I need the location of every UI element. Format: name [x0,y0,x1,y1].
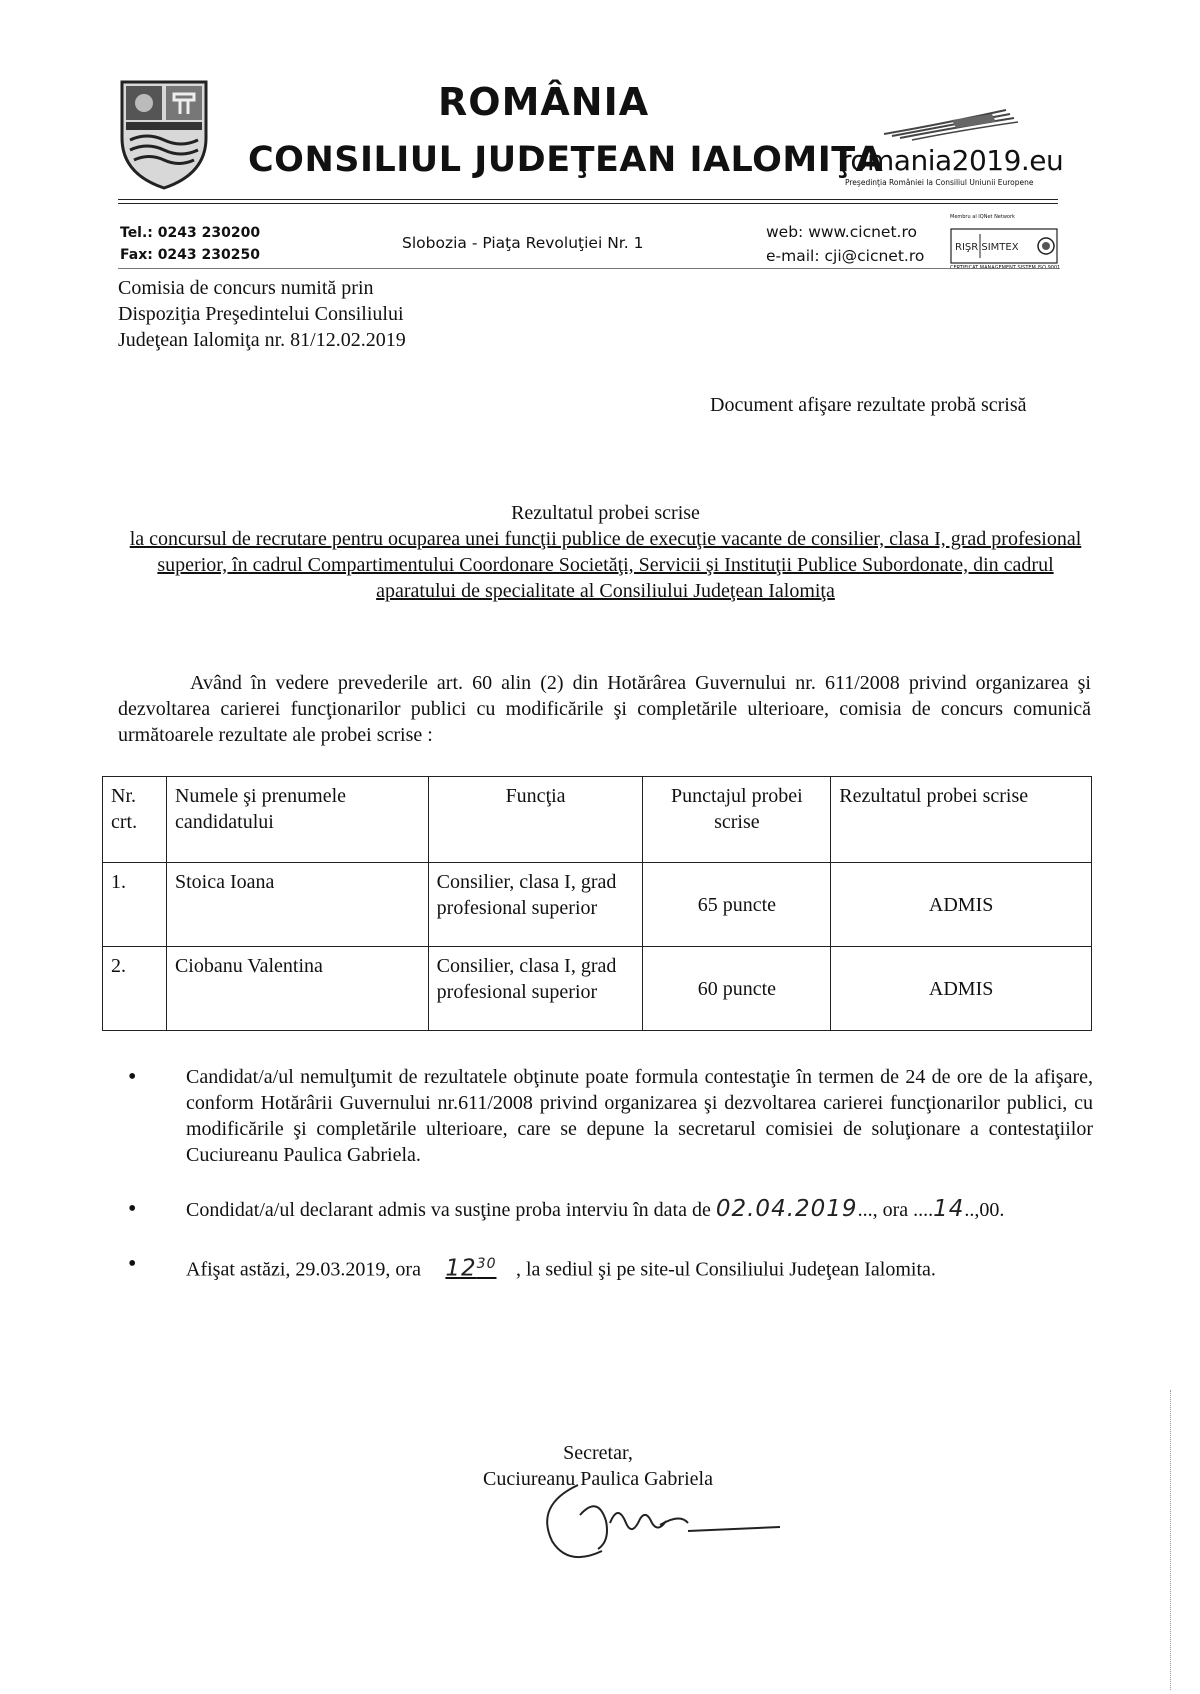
document-type: Document afişare rezultate probă scrisă [710,394,1027,416]
row-nr: 1. [103,863,167,947]
cert-logo-text: RIŞR SIMTEX [955,242,1019,253]
address: Slobozia - Piaţa Revoluţiei Nr. 1 [402,234,644,252]
row-result: ADMIS [831,947,1092,1031]
website: web: www.cicnet.ro [766,223,917,241]
posted-suffix: , la sediul şi pe site-ul Consiliului Judeţean Ialomita. [515,1258,936,1281]
competition-description: la concursul de recrutare pentru ocuparea unei funcţii publice de execuţie vacante de consilier, clasa I, grad profesional superior, în cadrul Compartimentului Coordonare Societăţi, Servicii şi Instituţii Publice Subordonate, din cadrul aparatului de specialitate al Consiliului Judeţean Ialomiţa [129,528,1082,602]
table-row [103,947,1092,1031]
secretary-name: Cuciureanu Paulica Gabriela [483,1468,713,1490]
note-contestation-text: Candidat/a/ul nemulţumit de rezultatele obţinute poate formula contestaţie în termen de 24 de ore de la afişare, conform Hotărârii Guvernului nr.611/2008 privind organizarea şi dezvoltarea carierei funcţionarilor publici, cu modificările şi completările ulterioare, care se depune la secretarul comisiei de soluţionare a contestaţiilor Cuciureanu Paulica Gabriela. [186,1066,1093,1166]
posted-prefix: Afişat astăzi, 29.03.2019, ora [186,1258,421,1281]
scan-margin-artifact [1170,1390,1173,1690]
header-name: Numele şi prenumele candidatului [166,777,428,863]
commission-line-1: Comisia de concurs numită prin [118,277,374,299]
secretary-role: Secretar, [563,1442,633,1464]
interview-prefix: Condidat/a/ul declarant admis va susţine proba interviu în data de [186,1199,711,1221]
note-posted [118,1251,1093,1283]
results-table [102,776,1092,1031]
handwritten-signature [540,1475,790,1570]
certification-top-text: Membru al IQNet Network [950,214,1015,220]
posted-time-handwritten [426,1251,516,1283]
header-function: Funcţia [428,777,643,863]
row-score: 60 puncte [643,947,831,1031]
header-divider-top-2 [118,203,1058,204]
interview-hour-handwritten: 14 [933,1196,965,1222]
notes-list [118,1064,1093,1311]
campaign-url: romania2019.eu [840,144,1064,177]
posted-hour: 12 [445,1255,477,1282]
results-title: Rezultatul probei scrise [511,502,700,524]
table-header-row [103,777,1092,863]
row-score: 65 puncte [643,863,831,947]
note-interview [118,1196,1093,1223]
table-row [103,863,1092,947]
simtex-certification-logo [950,228,1058,264]
note-contestation [118,1064,1093,1168]
romania2019-swoosh-logo [882,106,1022,144]
header-score: Punctajul probei scrise [643,777,831,863]
interview-date-handwritten: 02.04.2019 [715,1196,858,1222]
certification-bottom-text: CERTIFICAT MANAGEMENT SISTEM ISO 9001 [950,265,1061,271]
interview-mid: ..., ora .... [857,1199,934,1221]
fax-number: Fax: 0243 230250 [120,247,260,263]
header-country: ROMÂNIA [438,80,650,124]
intro-paragraph [118,670,1091,748]
county-coat-of-arms-logo [118,78,210,190]
phone-fax-block [120,222,260,266]
campaign-subtitle: Preşedinţia României la Consiliul Uniunii Europene [845,178,1034,187]
commission-line-2: Dispoziţia Preşedintelui Consiliului [118,303,404,325]
row-function: Consilier, clasa I, grad profesional superior [428,863,643,947]
web-email-block [766,220,924,268]
intro-text: Având în vedere prevederile art. 60 alin (2) din Hotărârea Guvernului nr. 611/2008 privind organizarea şi dezvoltarea carierei funcţionarilor publici cu modificările şi completările ulterioare, comisia de concurs comunică următoarele rezultate ale probei scrise : [118,672,1091,746]
phone-number: Tel.: 0243 230200 [120,225,261,241]
row-function: Consilier, clasa I, grad profesional superior [428,947,643,1031]
header-nr: Nr. crt. [103,777,167,863]
row-result: ADMIS [831,863,1092,947]
commission-block [118,275,406,353]
header-divider-top [118,199,1058,200]
posted-minutes: 30 [476,1256,497,1272]
interview-suffix: ..,00. [964,1199,1005,1221]
header-result: Rezultatul probei scrise [831,777,1092,863]
row-name: Ciobanu Valentina [166,947,428,1031]
row-name: Stoica Ioana [166,863,428,947]
header-divider-bottom [118,268,1058,269]
commission-line-3: Judeţean Ialomiţa nr. 81/12.02.2019 [118,329,406,351]
row-nr: 2. [103,947,167,1031]
header-council-name: CONSILIUL JUDEŢEAN IALOMIŢA [248,140,884,180]
email: e-mail: cji@cicnet.ro [766,247,925,265]
title-block [118,500,1093,604]
